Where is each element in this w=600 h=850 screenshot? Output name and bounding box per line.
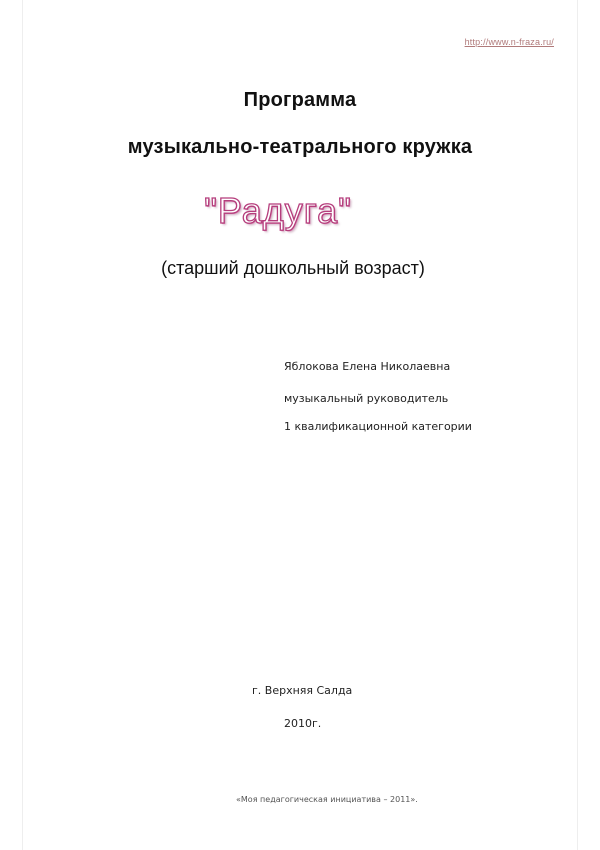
city-label: г. Верхняя Салда: [252, 684, 353, 697]
document-subtitle: музыкально-театрального кружка: [127, 136, 473, 158]
age-group-label: (старший дошкольный возраст): [161, 258, 425, 278]
footer-note: «Моя педагогическая инициатива – 2011».: [236, 795, 418, 804]
club-name-wordart: "Радуга": [204, 190, 352, 231]
year-label: 2010г.: [284, 717, 322, 730]
site-link[interactable]: http://www.n-fraza.ru/: [464, 37, 554, 47]
document-title: Программа: [243, 89, 357, 111]
author-name: Яблокова Елена Николаевна: [284, 360, 451, 373]
author-position: музыкальный руководитель: [284, 392, 449, 405]
author-category: 1 квалификационной категории: [284, 420, 472, 433]
